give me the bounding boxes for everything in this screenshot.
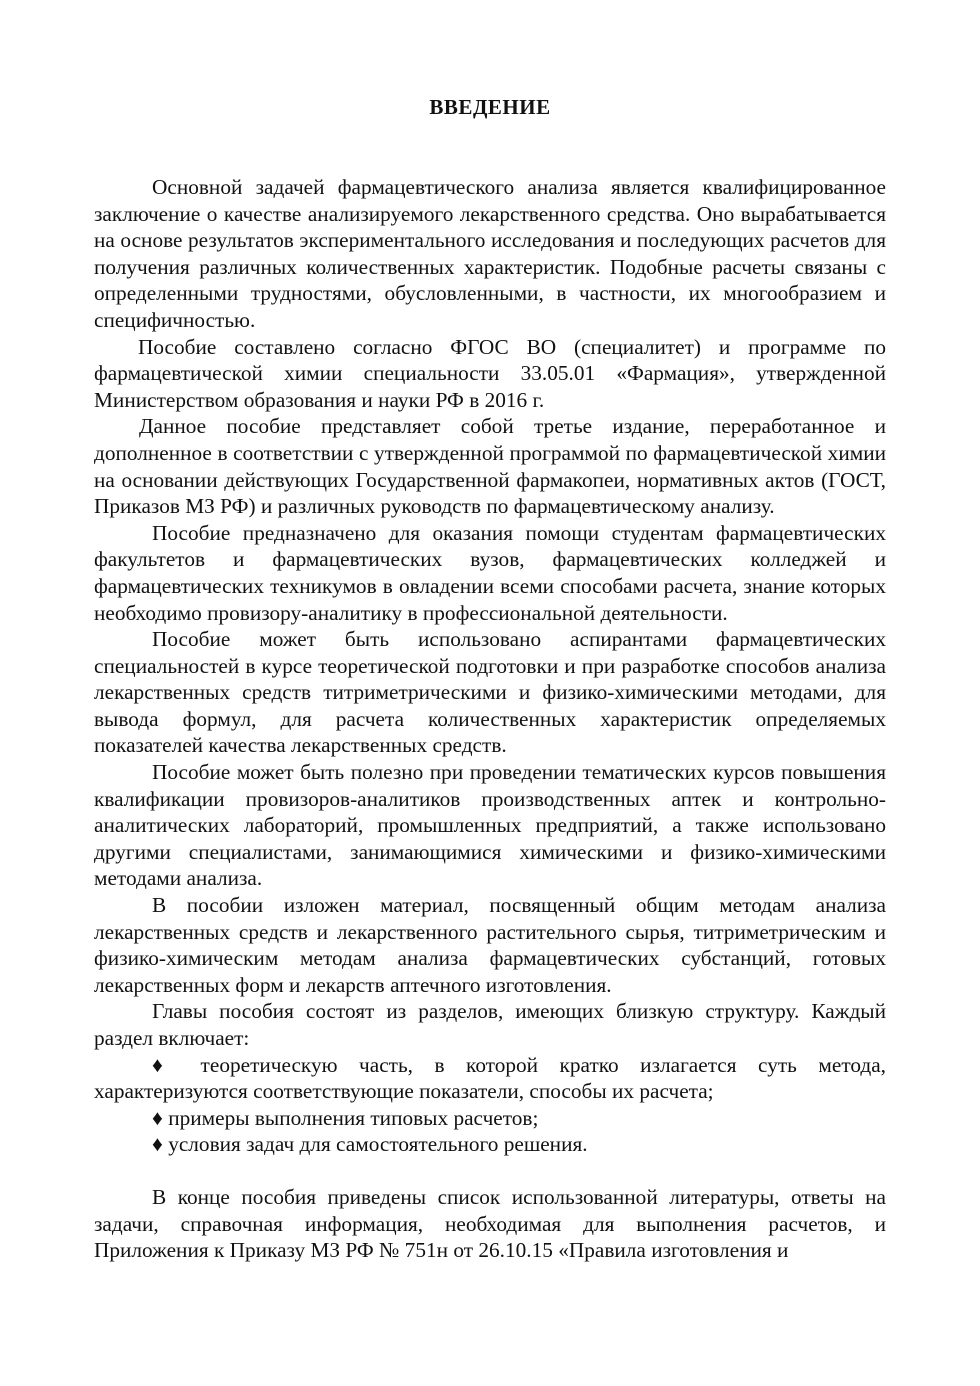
document-body <box>94 174 886 1264</box>
paragraph-postgraduates: Пособие может быть использовано аспирантами фармацевтических специальностей в курсе теоретической подготовки и при разработке способов анализа лекарственных средств титриметрическими и физико-химическими методами, для вывода формул, для расчета количественных характеристик определяемых показателей качества лекарственных средств. <box>94 627 886 758</box>
bullet-item-examples: ♦ примеры выполнения типовых расчетов; <box>152 1105 539 1130</box>
paragraph-structure: Главы пособия состоят из разделов, имеющих близкую структуру. Каждый раздел включает: <box>94 999 886 1050</box>
paragraph-purpose: Пособие предназначено для оказания помощи студентам фармацевтических факультетов и фармацевтических вузов, фармацевтических колледжей и фармацевтических техникумов в овладении всеми способами расчета, знание которых необходимо провизору-аналитику в профессиональной деятельности. <box>94 520 886 625</box>
page-title: ВВЕДЕНИЕ <box>429 95 551 119</box>
paragraph-standard: Пособие составлено согласно ФГОС ВО (специалитет) и программе по фармацевтической химии специальности 33.05.01 «Фармация», утвержденной Министерством образования и науки РФ в 2016 г. <box>94 334 886 412</box>
bullet-item-tasks: ♦ условия задач для самостоятельного решения. <box>152 1132 588 1157</box>
paragraph-courses: Пособие может быть полезно при проведении тематических курсов повышения квалификации провизоров-аналитиков производственных аптек и контрольно-аналитических лабораторий, промышленных предприятий, а также использовано другими специалистами, занимающимися химическими и физико-химическими методами анализа. <box>94 760 886 891</box>
paragraph-closing: В конце пособия приведены список использованной литературы, ответы на задачи, справочная информация, необходимая для выполнения расчетов, и Приложения к Приказу МЗ РФ № 751н от 26.10.15 «Правила изготовления и <box>94 1184 886 1263</box>
paragraph-edition: Данное пособие представляет собой третье издание, переработанное и дополненное в соответствии с утвержденной программой по фармацевтической химии на основании действующих Государственной фармакопеи, нормативных актов (ГОСТ, Приказов МЗ РФ) и различных руководств по фармацевтическому анализу. <box>94 414 886 519</box>
spacer <box>94 1158 886 1184</box>
paragraph-main-task: Основной задачей фармацевтического анализа является квалифицированное заключение о качестве анализируемого лекарственного средства. Оно вырабатывается на основе результатов экспериментального исследования и последующих расчетов для получения различных количественных характеристик. Подобные расчеты связаны с определенными трудностями, обусловленными, в частности, их многообразием и специфичностью. <box>94 175 886 332</box>
paragraph-material: В пособии изложен материал, посвященный общим методам анализа лекарственных средств и лекарственного растительного сырья, титриметрическим и физико-химическим методам анализа фармацевтических субстанций, готовых лекарственных форм и лекарств аптечного изготовления. <box>94 893 886 997</box>
bullet-item-theory: ♦ теоретическую часть, в которой кратко излагается суть метода, характеризуются соответствующие показатели, способы их расчета; <box>94 1052 886 1104</box>
